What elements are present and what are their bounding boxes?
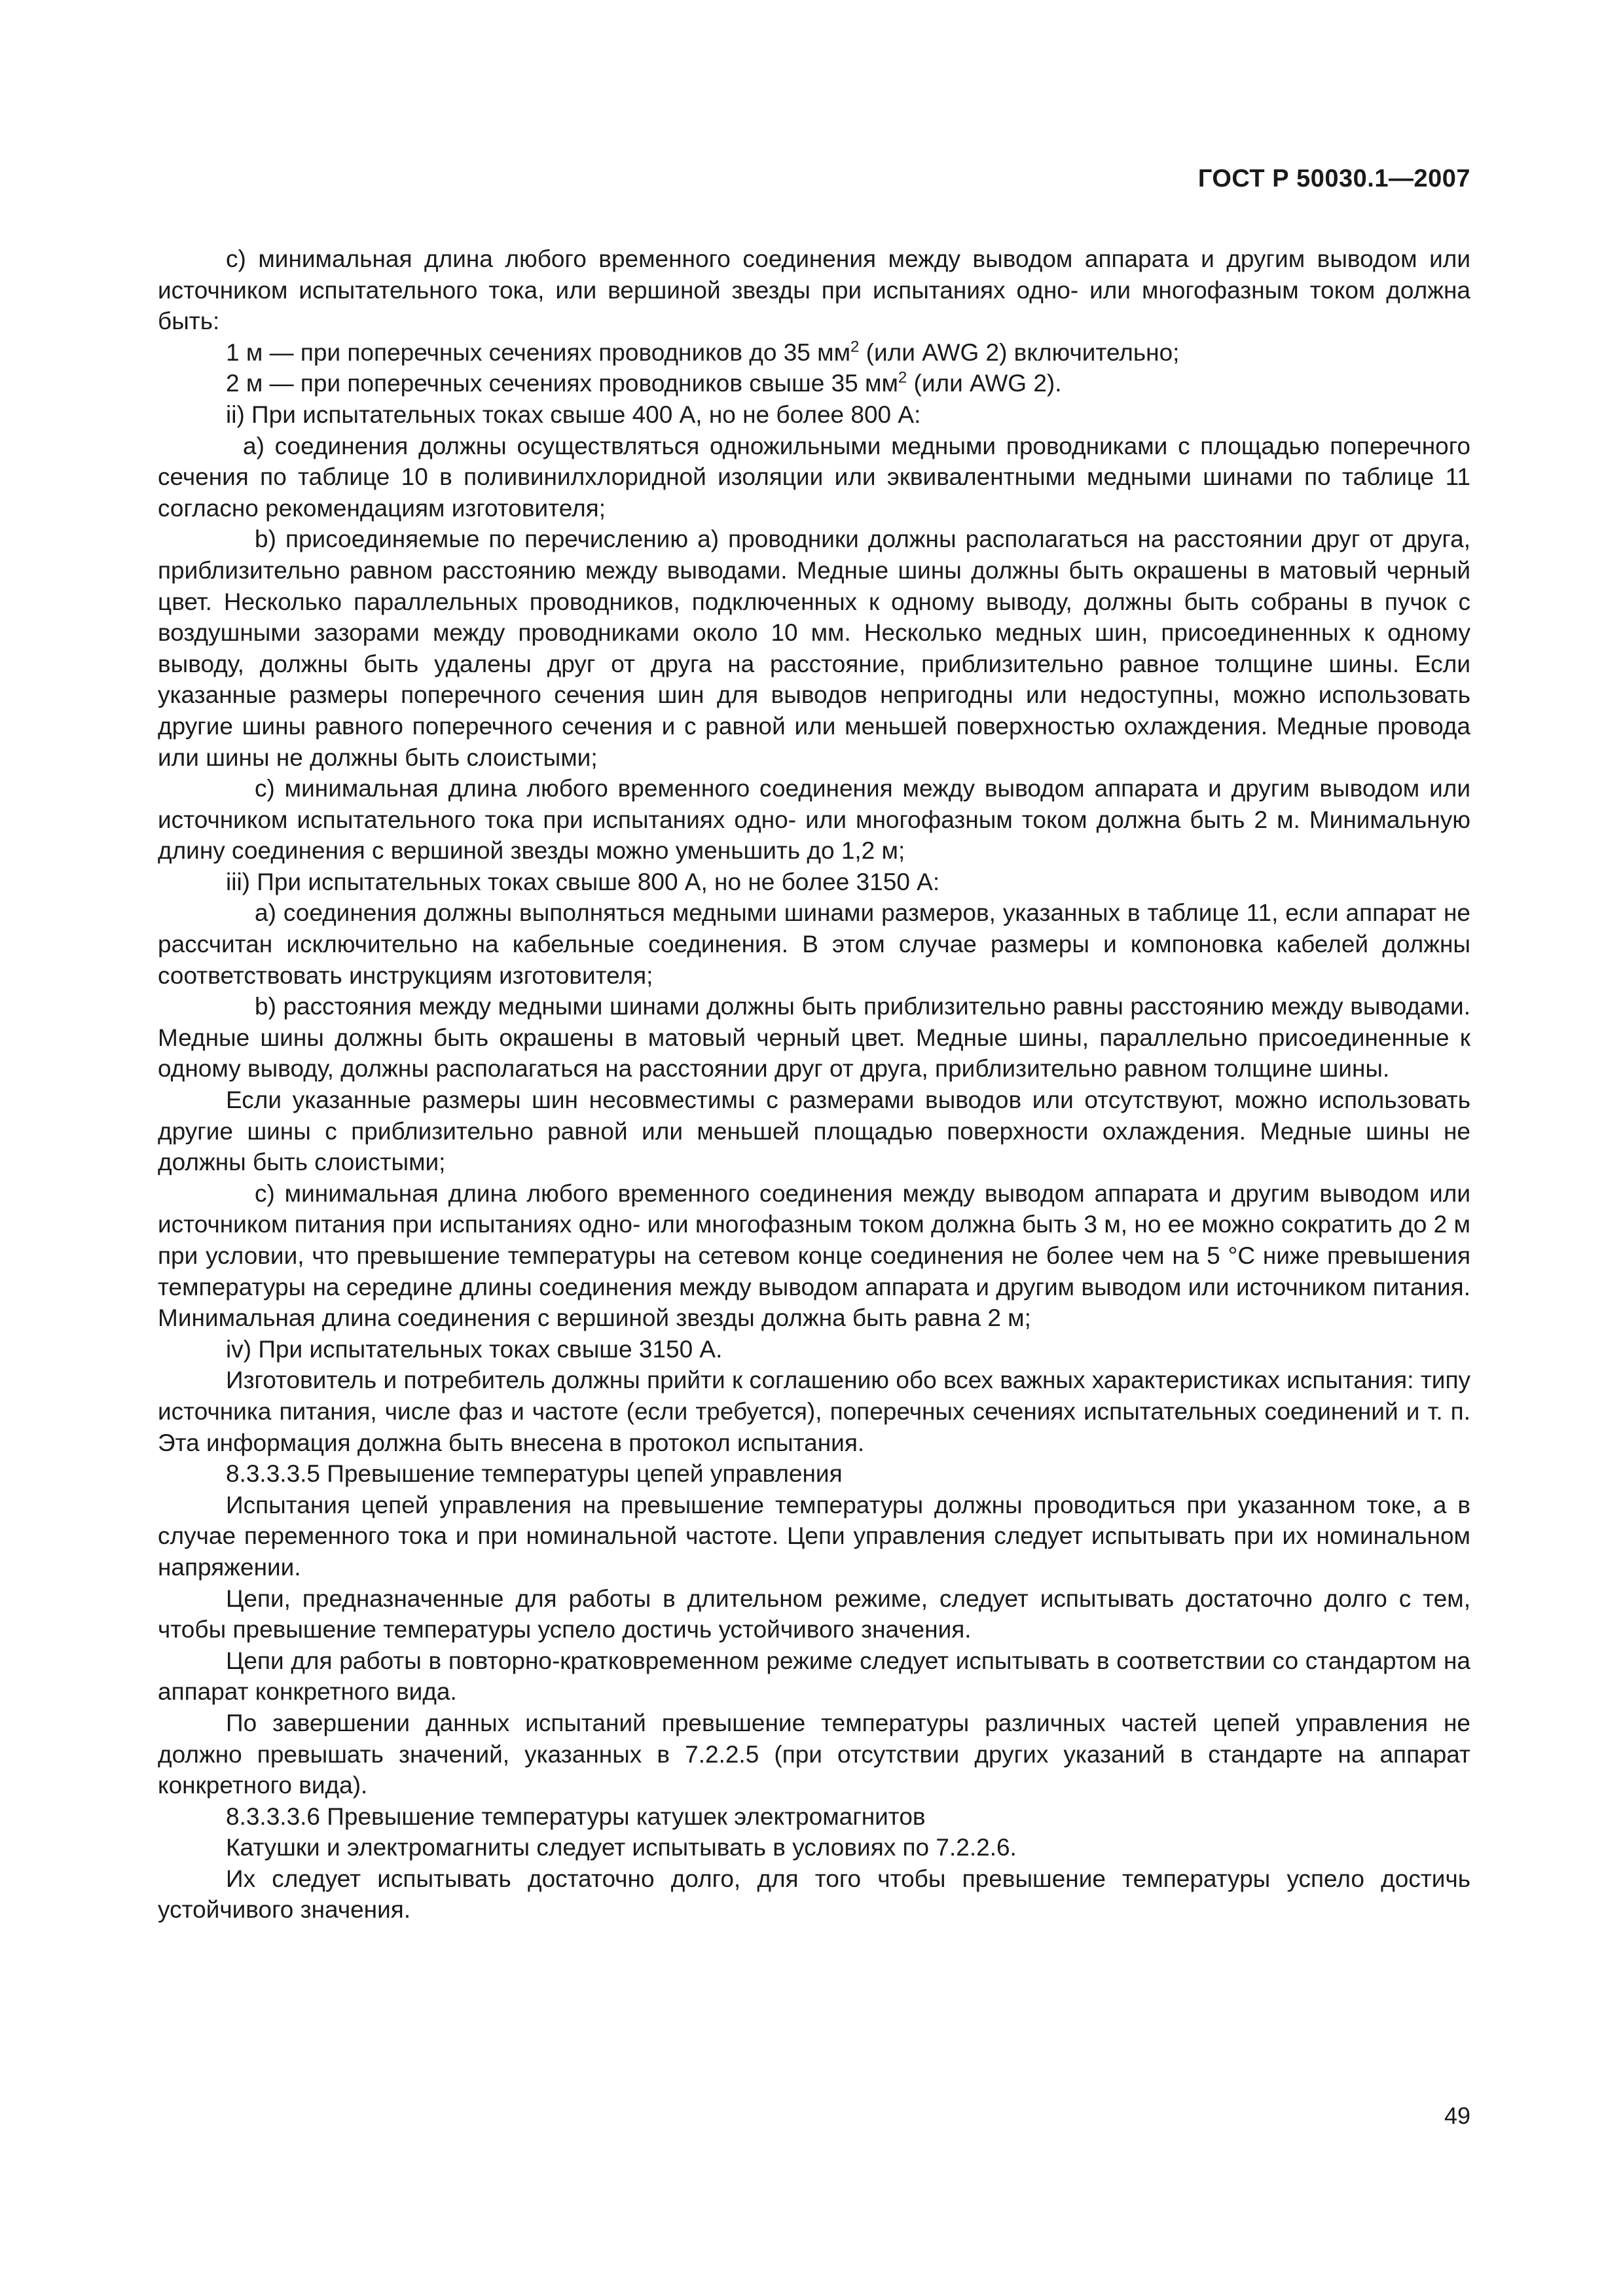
section-heading: 8.3.3.3.5 Превышение температуры цепей управления <box>226 1460 843 1488</box>
paragraph: с) минимальная длина любого временного соединения между выводом аппарата и другим выводом или источником испытательного тока при испытаниях одно- или многофазным током должна быть 2 м. Минимальную длину соединения с вершиной звезды можно уменьшить до 1,2 м; <box>158 775 1470 865</box>
paragraph: а) соединения должны выполняться медными шинами размеров, указанных в таблице 11, если аппарат не рассчитан исключительно на кабельные соединения. В этом случае размеры и компоновка кабелей должны соответствовать инструкциям изготовителя; <box>158 899 1470 989</box>
paragraph: По завершении данных испытаний превышение температуры различных частей цепей управления не должно превышать значений, указанных в 7.2.2.5 (при отсутствии других указаний в стандарте на аппарат конкретного вида). <box>158 1709 1470 1799</box>
paragraph: iv) При испытательных токах свыше 3150 А. <box>226 1335 723 1363</box>
paragraph: Испытания цепей управления на превышение температуры должны проводиться при указанном токе, а в случае переменного тока и при номинальной частоте. Цепи управления следует испытывать при их номинальном напряжении. <box>158 1491 1470 1581</box>
paragraph: с) минимальная длина любого временного соединения между выводом аппарата и другим выводом или источником испытательного тока, или вершиной звезды при испытаниях одно- или многофазным током должна быть: <box>158 245 1470 335</box>
paragraph: iii) При испытательных токах свыше 800 А, но не более 3150 А: <box>226 868 940 895</box>
paragraph: Изготовитель и потребитель должны прийти к соглашению обо всех важных характеристиках испытания: типу источника питания, числе фаз и частоте (если требуется), поперечных сечениях испытательных соединений и т. п. Эта информация должна быть внесена в протокол испытания. <box>158 1367 1470 1456</box>
paragraph: 1 м — при поперечных сечениях проводников до 35 $мм^2$ (или AWG 2) включительно; <box>226 338 1180 366</box>
paragraph: Цепи, предназначенные для работы в длительном режиме, следует испытывать достаточно долго с тем, чтобы превышение температуры успело достичь устойчивого значения. <box>158 1585 1470 1643</box>
paragraph: Их следует испытывать достаточно долго, для того чтобы превышение температуры успело достичь устойчивого значения. <box>158 1865 1470 1924</box>
section-heading: 8.3.3.3.6 Превышение температуры катушек электромагнитов <box>226 1803 926 1830</box>
document-body <box>158 243 1470 1926</box>
paragraph: 2 м — при поперечных сечениях проводников свыше 35 $мм^2$ (или AWG 2). <box>226 369 1062 397</box>
page-number: 49 <box>1444 2102 1470 2129</box>
paragraph: ii) При испытательных токах свыше 400 А, но не более 800 А: <box>226 401 921 428</box>
paragraph: Если указанные размеры шин несовместимы с размерами выводов или отсутствуют, можно использовать другие шины с приблизительно равной или меньшей площадью поверхности охлаждения. Медные шины не должны быть слоистыми; <box>158 1086 1470 1176</box>
paragraph: а) соединения должны осуществляться одножильными медными проводниками с площадью поперечного сечения по таблице 10 в поливинилхлоридной изоляции или эквивалентными медными шинами по таблице 11 согласно рекомендациям изготовителя; <box>158 432 1470 522</box>
paragraph: с) минимальная длина любого временного соединения между выводом аппарата и другим выводом или источником питания при испытаниях одно- или многофазным током должна быть 3 м, но ее можно сократить до 2 м при условии, что превышение температуры на сетевом конце соединения не более чем на 5 °С ниже превышения температуры на середине длины соединения между выводом аппарата и другим выводом или источником питания. Минимальная длина соединения с вершиной звезды должна быть равна 2 м; <box>158 1179 1470 1332</box>
paragraph: Цепи для работы в повторно-кратковременном режиме следует испытывать в соответствии со стандартом на аппарат конкретного вида. <box>158 1647 1470 1706</box>
paragraph: b) присоединяемые по перечислению а) проводники должны располагаться на расстоянии друг от друга, приблизительно равном расстоянию между выводами. Медные шины должны быть окрашены в матовый черный цвет. Несколько параллельных проводников, подключенных к одному выводу, должны быть собраны в пучок с воздушными зазорами между проводниками около 10 мм. Несколько медных шин, присоединенных к одному выводу, должны быть удалены друг от друга на расстояние, приблизительно равное толщине шины. Если указанные размеры поперечного сечения шин для выводов непригодны или недоступны, можно использовать другие шины равного поперечного сечения и с равной или меньшей поверхностью охлаждения. Медные провода или шины не должны быть слоистыми; <box>158 526 1470 771</box>
paragraph: b) расстояния между медными шинами должны быть приблизительно равны расстоянию между выводами. Медные шины должны быть окрашены в матовый черный цвет. Медные шины, параллельно присоединенные к одному выводу, должны располагаться на расстоянии друг от друга, приблизительно равном толщине шины. <box>158 993 1470 1083</box>
document-number-header: ГОСТ Р 50030.1—2007 <box>1197 165 1470 192</box>
paragraph: Катушки и электромагниты следует испытывать в условиях по 7.2.2.6. <box>226 1834 1017 1861</box>
